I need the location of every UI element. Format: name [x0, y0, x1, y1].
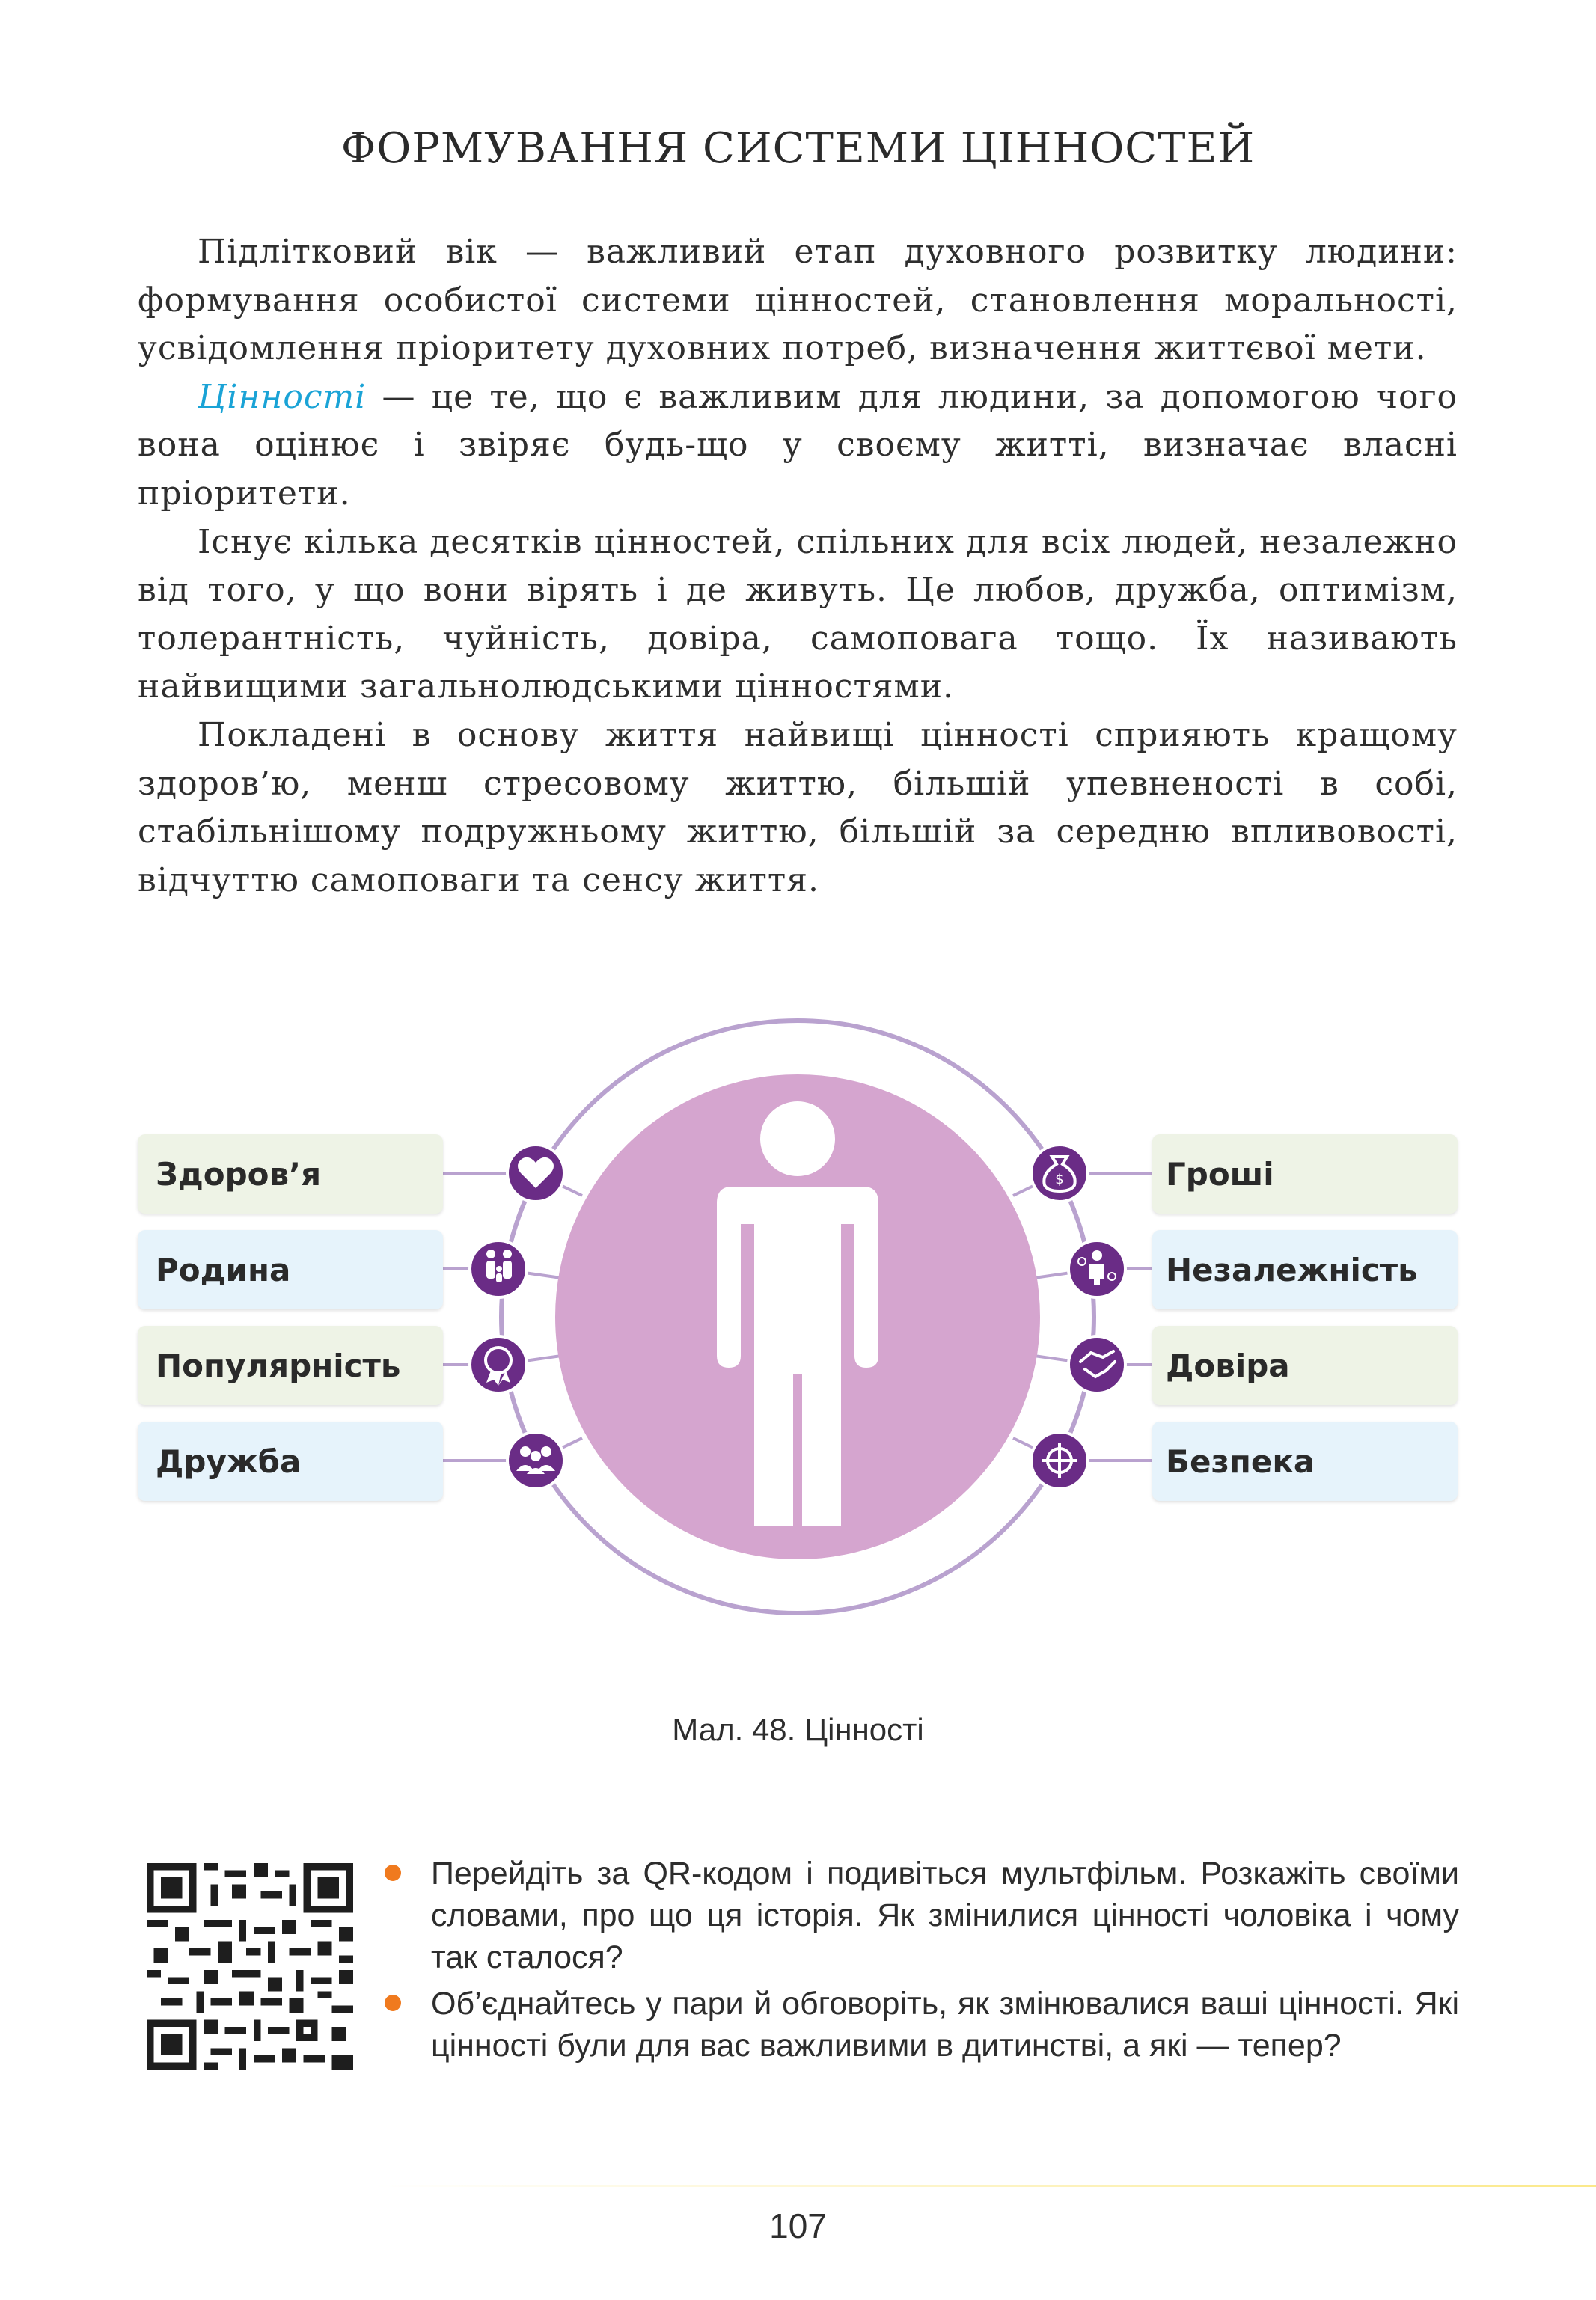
handshake-icon — [1068, 1336, 1125, 1393]
bullet-icon — [385, 1995, 401, 2011]
label-money: Гроші — [1152, 1134, 1458, 1214]
task-item — [382, 1853, 1459, 1978]
paragraph-1: Підлітковий вік — важливий етап духовного розвитку людини: формування особистої системи цінностей, становлення моральності, усвідомлення пріоритету духовних потреб, визначення життєвої мети. — [138, 233, 1458, 368]
svg-text:$: $ — [1055, 1172, 1064, 1187]
family-icon — [470, 1241, 527, 1297]
task-item — [382, 1983, 1459, 2067]
task-list — [382, 1853, 1459, 2071]
paragraph-2-rest: — це те, що є важливим для людини, за допомогою чого вона оцінює і звіряє будь-що у своєму житті, визначає власні пріоритети. — [138, 377, 1458, 513]
award-medal-icon — [470, 1336, 527, 1393]
qr-code-icon[interactable] — [147, 1863, 353, 2070]
values-diagram — [0, 1003, 1596, 1631]
paragraph-3: Існує кілька десятків цінностей, спільних для всіх людей, незалежно від того, у що вони вірять і де живуть. Це любов, дружба, оптимізм, толерантність, чуйність, довіра, самоповага тощо. Їх називають найвищими загальнолюдськими цінностями. — [138, 522, 1458, 706]
label-friendship: Дружба — [138, 1422, 443, 1501]
heart-icon — [507, 1145, 564, 1202]
money-bag-icon — [1031, 1145, 1088, 1202]
label-family: Родина — [138, 1230, 443, 1309]
task-text: Перейдіть за QR-кодом і подивіться мультфільм. Розкажіть своїми словами, про що ця історія. Як змінилися цінності чоловіка і чому так сталося? — [431, 1856, 1459, 1975]
values-diagram-graphic — [0, 1003, 1596, 1631]
paragraph-4: Покладені в основу життя найвищі цінності сприяють кращому здоров’ю, менш стресовому життю, більшій упевненості в собі, стабільнішому подружньому життю, більшій за середню впливовості, відчуттю самоповаги та сенсу життя. — [138, 715, 1458, 899]
independent-person-icon — [1068, 1241, 1125, 1297]
page-title: ФОРМУВАННЯ СИСТЕМИ ЦІННОСТЕЙ — [340, 124, 1256, 173]
target-crosshair-icon — [1031, 1432, 1088, 1489]
paragraph-2 — [138, 373, 1458, 519]
label-independence: Незалежність — [1152, 1230, 1458, 1309]
bullet-icon — [385, 1865, 401, 1881]
figure-caption: Мал. 48. Цінності — [672, 1712, 924, 1747]
label-trust: Довіра — [1152, 1326, 1458, 1405]
label-popularity: Популярність — [138, 1326, 443, 1405]
intro-text — [138, 228, 1458, 905]
term-values: Цінності — [198, 377, 367, 416]
page-number: 107 — [769, 2206, 827, 2245]
label-health: Здоров’я — [138, 1134, 443, 1214]
footer-divider — [374, 2185, 1596, 2187]
label-safety: Безпека — [1152, 1422, 1458, 1501]
friends-group-icon — [507, 1432, 564, 1489]
task-text: Об’єднайтесь у пари й обговоріть, як змінювалися ваші цінності. Які цінності були для вас важливими в дитинстві, а які — тепер? — [431, 1986, 1459, 2064]
